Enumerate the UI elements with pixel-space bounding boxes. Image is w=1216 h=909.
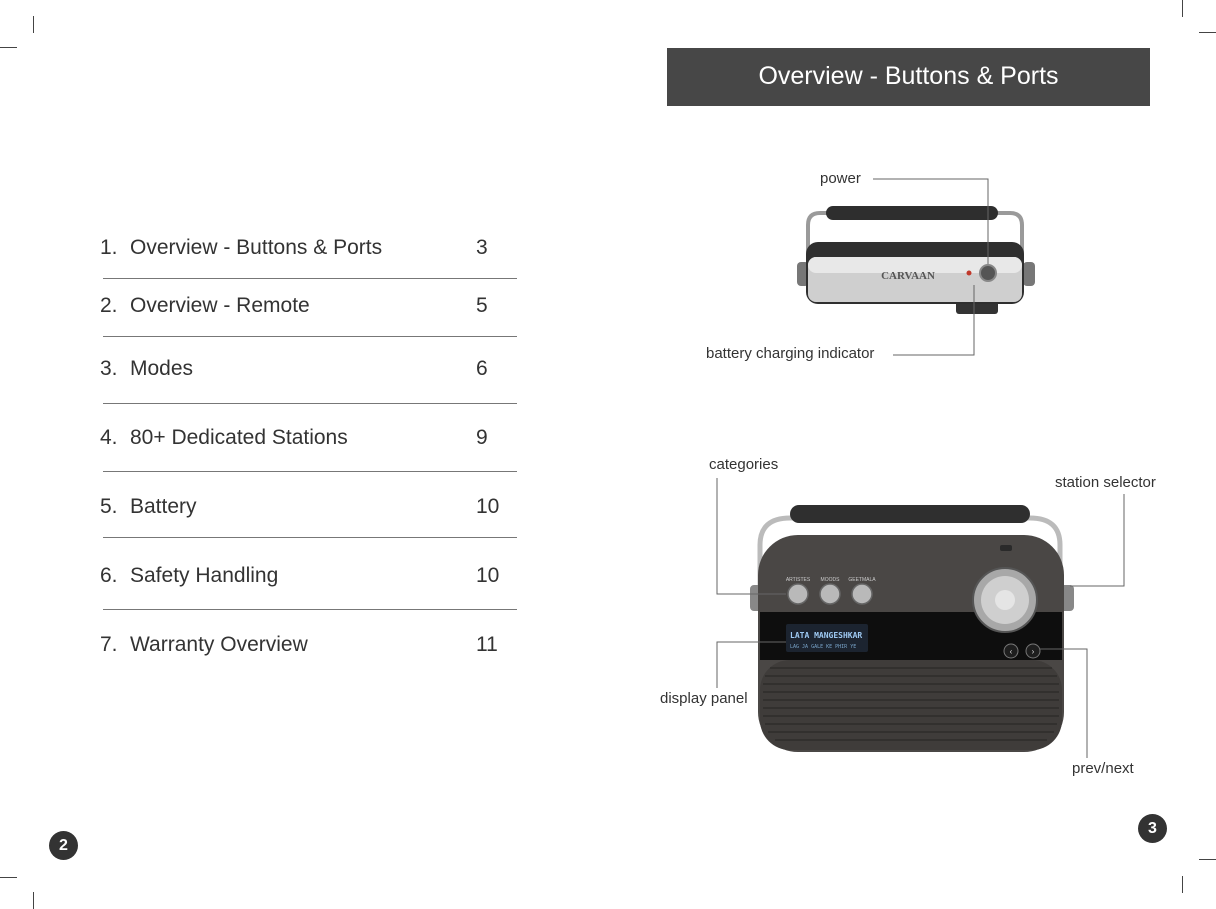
battery-callout: battery charging indicator <box>706 345 875 362</box>
toc-item-title: 80+ Dedicated Stations <box>130 426 348 449</box>
toc-item-title: Battery <box>130 495 197 518</box>
page-number-right: 3 <box>1138 814 1167 843</box>
moods-button[interactable] <box>820 584 840 604</box>
prev-next-callout: prev/next <box>1072 760 1134 777</box>
toc-item-title: Overview - Remote <box>130 294 310 317</box>
toc-item-title: Safety Handling <box>130 564 279 587</box>
geetmala-button[interactable] <box>852 584 872 604</box>
toc-item-title: Modes <box>130 357 194 380</box>
display-line-2: LAG JA GALE KE PHIR YE <box>790 644 857 650</box>
category-button-label: GEETMALA <box>848 577 876 583</box>
power-callout: power <box>820 170 861 187</box>
top-brand-text: CARVAAN <box>881 270 935 282</box>
artistes-button[interactable] <box>788 584 808 604</box>
toc-item-page: 5 <box>476 294 488 317</box>
toc-item-number: 6. <box>100 564 118 587</box>
front-handle <box>790 505 1030 523</box>
category-button-label: MOODS <box>820 577 840 583</box>
display-line-1: LATA MANGESHKAR <box>790 631 863 640</box>
toc-item-number: 3. <box>100 357 118 380</box>
toc-item-page: 9 <box>476 426 488 449</box>
toc-item-page: 10 <box>476 564 500 587</box>
toc-item-number: 2. <box>100 294 118 317</box>
section-heading: Overview - Buttons & Ports <box>667 48 1150 106</box>
toc-item-number: 7. <box>100 633 118 656</box>
toc-item-number: 4. <box>100 426 118 449</box>
toc-item-page: 3 <box>476 236 488 259</box>
speaker-grille <box>760 660 1062 750</box>
page-number-left: 2 <box>49 831 78 860</box>
top-handle <box>826 206 998 220</box>
categories-callout: categories <box>709 456 779 473</box>
front-view-radio <box>750 505 1074 752</box>
toc-item-page: 11 <box>476 633 498 656</box>
toc-item-number: 5. <box>100 495 118 518</box>
toc-item-title: Warranty Overview <box>130 633 308 656</box>
prev-icon: ‹ <box>1009 647 1013 656</box>
power-button[interactable] <box>980 265 996 281</box>
display-panel-callout: display panel <box>660 690 748 707</box>
battery-indicator-led <box>967 271 972 276</box>
category-button-label: ARTISTES <box>785 577 811 583</box>
toc-item-page: 6 <box>476 357 488 380</box>
toc-item-title: Overview - Buttons & Ports <box>130 236 383 259</box>
station-selector-callout: station selector <box>1055 474 1156 491</box>
station-leader-line <box>1070 494 1124 586</box>
top-view-radio <box>797 206 1035 314</box>
next-icon: › <box>1031 647 1035 656</box>
toc-item-number: 1. <box>100 236 118 259</box>
toc-item-page: 10 <box>476 495 500 518</box>
